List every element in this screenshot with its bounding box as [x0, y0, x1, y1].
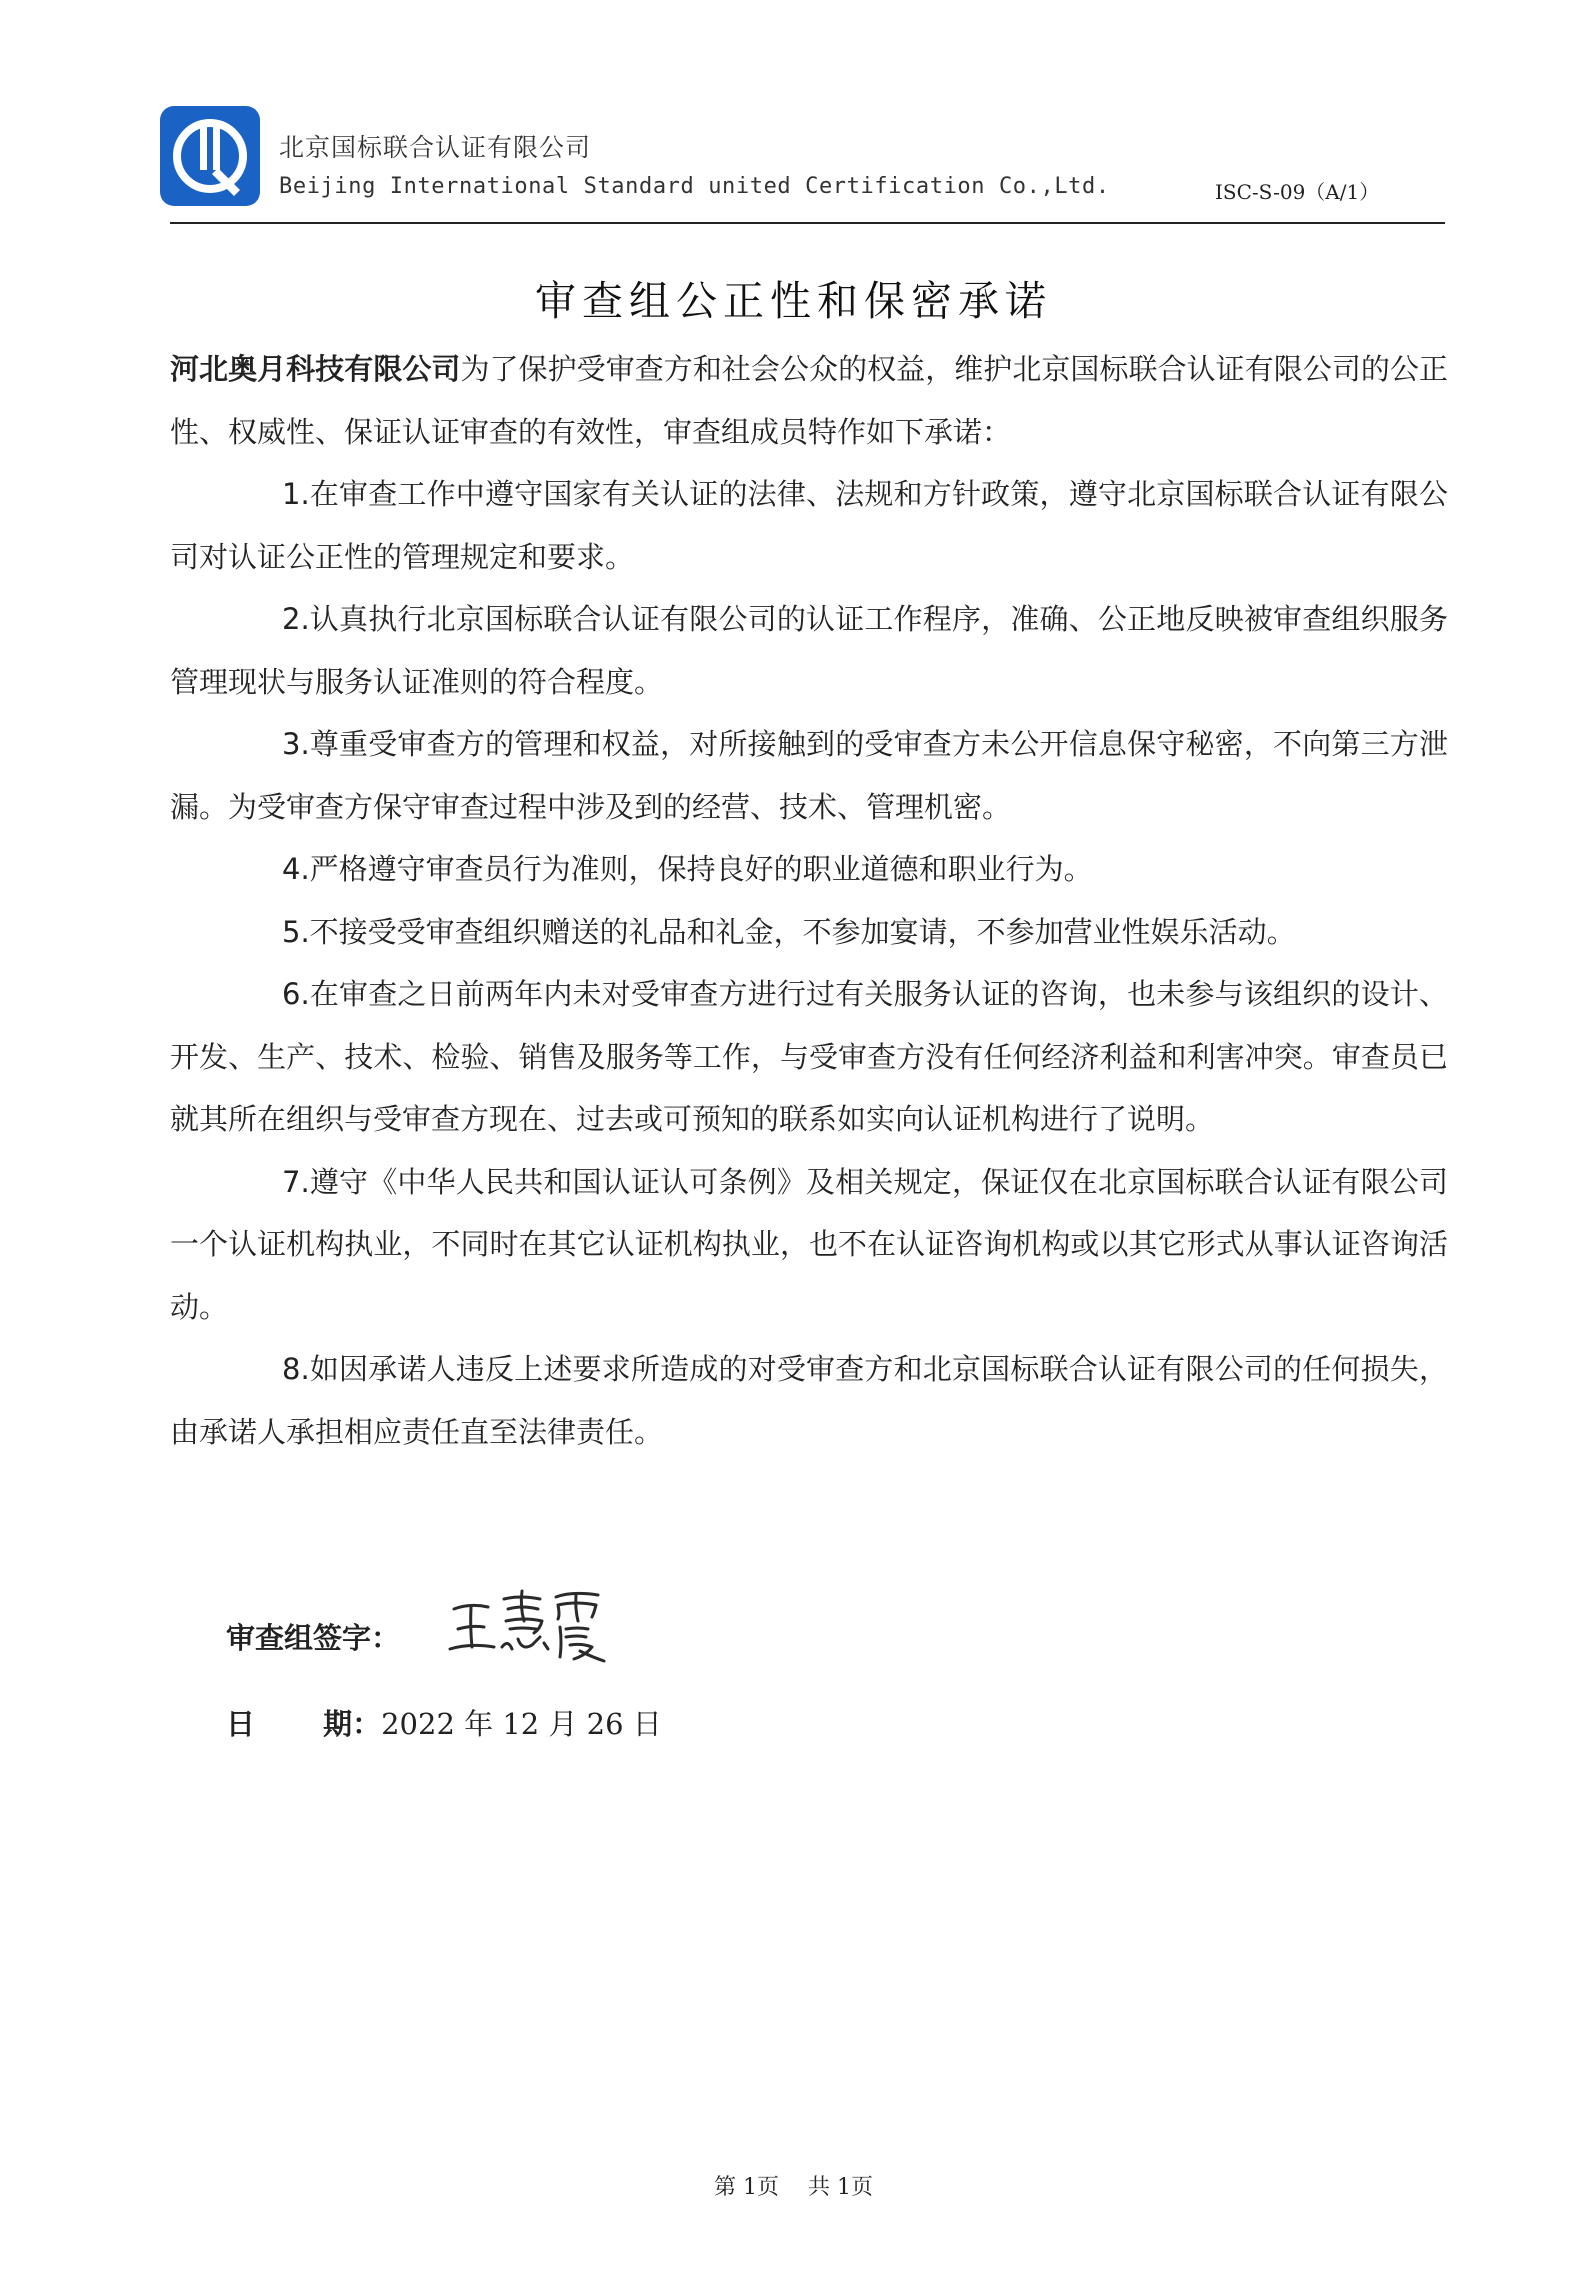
intro-text: 为了保护受审查方和社会公众的权益，维护北京国标联合认证有限公司的公正性、权威性、保证认证审查的有效性，审查组成员特作如下承诺：	[170, 352, 1448, 449]
commitment-text: 严格遵守审查员行为准则，保持良好的职业道德和职业行为。	[309, 852, 1093, 886]
commitment-text: 在审查工作中遵守国家有关认证的法律、法规和方针政策，遵守北京国标联合认证有限公司对认证公正性的管理规定和要求。	[170, 477, 1448, 574]
date-value: 2022 年 12 月 26 日	[381, 1707, 662, 1741]
company-logo	[158, 104, 262, 208]
commitment-number: 6.	[282, 977, 310, 1011]
handwritten-signature	[448, 1587, 608, 1663]
commitment-number: 2.	[282, 602, 310, 636]
signature-label: 审查组签字：	[226, 1621, 401, 1655]
page-number: 第 1页 共 1页	[714, 2175, 873, 2200]
commitment-item	[170, 463, 1448, 588]
header-divider	[170, 222, 1445, 224]
commitment-item	[170, 1338, 1448, 1463]
commitment-item	[170, 713, 1448, 838]
commitment-item	[170, 963, 1448, 1151]
commitment-number: 4.	[282, 852, 310, 886]
commitment-item	[170, 588, 1448, 713]
commitment-text: 尊重受审查方的管理和权益，对所接触到的受审查方未公开信息保守秘密，不向第三方泄漏。为受审查方保守审查过程中涉及到的经营、技术、管理机密。	[170, 727, 1448, 824]
commitment-text: 在审查之日前两年内未对受审查方进行过有关服务认证的咨询，也未参与该组织的设计、开发、生产、技术、检验、销售及服务等工作，与受审查方没有任何经济利益和利害冲突。审查员已就其所在组织与受审查方现在、过去或可预知的联系如实向认证机构进行了说明。	[170, 977, 1448, 1136]
date-row	[226, 1702, 662, 1743]
commitment-text: 不接受受审查组织赠送的礼品和礼金，不参加宴请，不参加营业性娱乐活动。	[309, 914, 1296, 949]
document-title: 审查组公正性和保密承诺	[535, 277, 1052, 325]
commitment-number: 5.	[282, 914, 310, 949]
document-code: ISC-S-09（A/1）	[1215, 180, 1380, 204]
company-name-en: Beijing International Standard united Certification Co.,Ltd.	[279, 174, 1110, 199]
commitment-number: 8.	[282, 1352, 310, 1386]
intro-paragraph	[170, 338, 1448, 463]
commitment-text: 遵守《中华人民共和国认证认可条例》及相关规定，保证仅在北京国标联合认证有限公司一个认证机构执业，不同时在其它认证机构执业，也不在认证咨询机构或以其它形式从事认证咨询活动。	[170, 1164, 1448, 1324]
audited-party-name: 河北奥月科技有限公司	[170, 352, 461, 386]
commitment-item	[170, 1151, 1448, 1339]
date-label: 日 期：	[226, 1707, 382, 1741]
commitment-item	[170, 838, 1448, 901]
company-name-cn: 北京国标联合认证有限公司	[279, 133, 592, 162]
commitment-item	[170, 901, 1448, 964]
commitment-text: 认真执行北京国标联合认证有限公司的认证工作程序，准确、公正地反映被审查组织服务管理现状与服务认证准则的符合程度。	[170, 602, 1448, 699]
commitment-number: 3.	[282, 727, 310, 761]
commitment-number: 7.	[282, 1164, 310, 1199]
commitment-number: 1.	[282, 477, 310, 511]
document-body	[170, 338, 1448, 1463]
commitment-text: 如因承诺人违反上述要求所造成的对受审查方和北京国标联合认证有限公司的任何损失，由承诺人承担相应责任直至法律责任。	[170, 1352, 1448, 1449]
